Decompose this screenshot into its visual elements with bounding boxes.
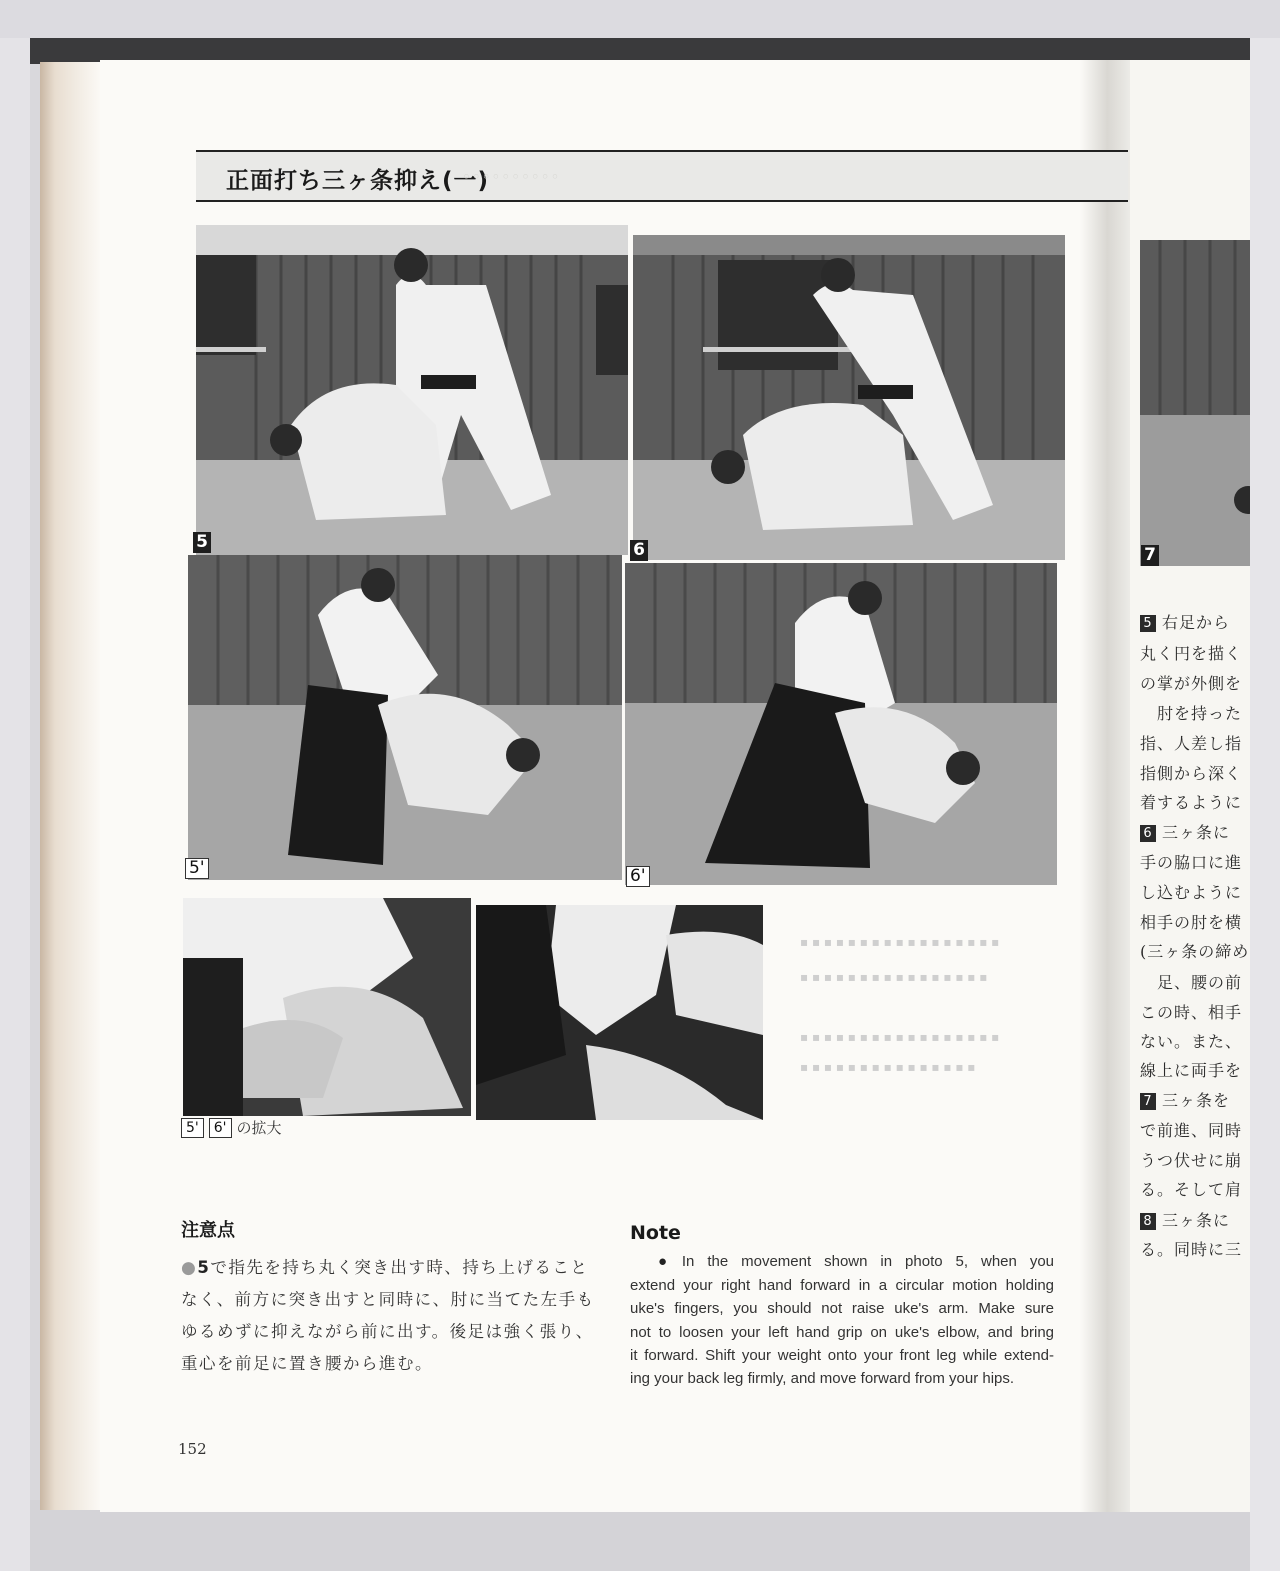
header-bleed-through: ◦◦◦◦◦◦◦◦◦◦: [462, 168, 561, 186]
notes-en-line-6: ing your back leg firmly, and move forward from your hips.: [630, 1370, 1015, 1387]
photo-7: [1140, 240, 1250, 566]
notes-en-line-5: it forward. Shift your weight onto your front leg while extend-: [630, 1347, 1054, 1364]
bleed-through-marks: ▪ ▪ ▪ ▪ ▪ ▪ ▪ ▪ ▪ ▪ ▪ ▪ ▪ ▪ ▪ ▪ ▪: [800, 935, 1000, 949]
scanner-background-left: [0, 38, 30, 1571]
rp-line-text: 右足から: [1162, 613, 1231, 632]
scanner-background-top: [0, 0, 1280, 38]
bleed-through-marks: ▪ ▪ ▪ ▪ ▪ ▪ ▪ ▪ ▪ ▪ ▪ ▪ ▪ ▪ ▪: [800, 1060, 976, 1074]
rp-line: [1140, 820, 1230, 843]
notes-jp-line-3: ゆるめずに抑えながら前に出す。後足は強く張り、: [181, 1322, 594, 1341]
rp-line: 足、腰の前: [1140, 973, 1243, 992]
rp-line-text: 三ヶ条に: [1162, 1211, 1231, 1230]
rp-line: [1140, 1088, 1230, 1111]
rp-line: る。そして肩: [1140, 1180, 1243, 1199]
notes-heading-en: Note: [630, 1222, 681, 1244]
section-title: 正面打ち三ヶ条抑え(一): [226, 168, 490, 194]
caption-box-5-prime: 5': [181, 1118, 204, 1138]
rp-line: [1140, 1208, 1230, 1231]
notes-jp-line-4: 重心を前足に置き腰から進む。: [181, 1354, 433, 1373]
rp-line: 肘を持った: [1140, 704, 1243, 723]
notes-jp-text: で指先を持ち丸く突き出す時、持ち上げること: [210, 1258, 589, 1277]
photo-6-prime: [625, 563, 1057, 885]
rp-line: 相手の肘を横: [1140, 913, 1243, 932]
bleed-through-marks: ▪ ▪ ▪ ▪ ▪ ▪ ▪ ▪ ▪ ▪ ▪ ▪ ▪ ▪ ▪ ▪ ▪: [800, 1030, 1000, 1044]
rp-line-text: 三ヶ条を: [1162, 1091, 1231, 1110]
rp-line: うつ伏せに崩: [1140, 1151, 1243, 1170]
rp-line: (三ヶ条の締め: [1140, 942, 1250, 961]
rp-line: [1140, 610, 1230, 633]
rp-step-box: 5: [1140, 615, 1156, 632]
notes-en-line-4: not to loosen your left hand grip on uke's elbow, and bring: [630, 1323, 1054, 1341]
notes-jp-line-2: なく、前方に突き出すと同時に、肘に当てた左手も: [181, 1290, 595, 1309]
closeup-caption: [181, 1117, 282, 1138]
photo-6-prime-label: 6': [626, 866, 650, 887]
rp-line: 手の脇口に進: [1140, 853, 1243, 872]
bleed-through-marks: ▪ ▪ ▪ ▪ ▪ ▪ ▪ ▪ ▪ ▪ ▪ ▪ ▪ ▪ ▪ ▪: [800, 970, 988, 984]
page-number: 152: [178, 1440, 207, 1458]
photo-5-prime-label: 5': [185, 858, 209, 879]
notes-body-jp: [181, 1252, 611, 1380]
rp-line: で前進、同時: [1140, 1121, 1243, 1140]
header-rule-bottom: [196, 200, 1128, 202]
rp-line: 指、人差し指: [1140, 734, 1243, 753]
rp-line-text: 三ヶ条に: [1162, 823, 1231, 842]
notes-heading-jp: 注意点: [181, 1220, 235, 1241]
notes-jp-line-1: [181, 1252, 611, 1284]
photo-6: [633, 235, 1065, 560]
notes-en-line-3: uke's fingers, you should not raise uke's arm. Make sure: [630, 1300, 1054, 1317]
rp-line: 指側から深く: [1140, 764, 1243, 783]
book-gutter: [1080, 60, 1130, 1512]
rp-line: の掌が外側を: [1140, 674, 1243, 693]
caption-text: の拡大: [236, 1119, 282, 1137]
notes-en-text: In the movement shown in photo 5, when you: [681, 1253, 1055, 1270]
rp-line: る。同時に三: [1140, 1240, 1243, 1259]
bullet-icon: ●: [658, 1253, 676, 1270]
caption-box-6-prime: 6': [209, 1118, 232, 1138]
rp-line: 着するように: [1140, 793, 1243, 812]
closeup-6-prime: [476, 905, 763, 1120]
rp-line: ない。また、: [1140, 1032, 1243, 1051]
photo-7-label: 7: [1141, 545, 1159, 566]
rp-line: 丸く円を描く: [1140, 644, 1243, 663]
bullet-icon: ●: [181, 1258, 198, 1278]
closeup-5-prime: [183, 898, 471, 1116]
notes-en-line-1: [630, 1250, 1054, 1274]
book-page-edges: [40, 62, 100, 1510]
rp-line: し込むように: [1140, 883, 1243, 902]
rp-line: 線上に両手を: [1140, 1061, 1243, 1080]
notes-body-en: [630, 1250, 1054, 1368]
photo-5-prime: [188, 555, 622, 880]
photo-5-label: 5: [193, 532, 211, 553]
photo-6-label: 6: [630, 540, 648, 561]
rp-step-box: 7: [1140, 1093, 1156, 1110]
photo-5: [196, 225, 628, 555]
step-number: 5: [197, 1258, 211, 1277]
scanner-background-right: [1250, 38, 1280, 1571]
rp-step-box: 6: [1140, 825, 1156, 842]
notes-en-line-2: extend your right hand forward in a circular motion holding: [630, 1276, 1054, 1294]
rp-line: この時、相手: [1140, 1003, 1243, 1022]
rp-step-box: 8: [1140, 1213, 1156, 1230]
